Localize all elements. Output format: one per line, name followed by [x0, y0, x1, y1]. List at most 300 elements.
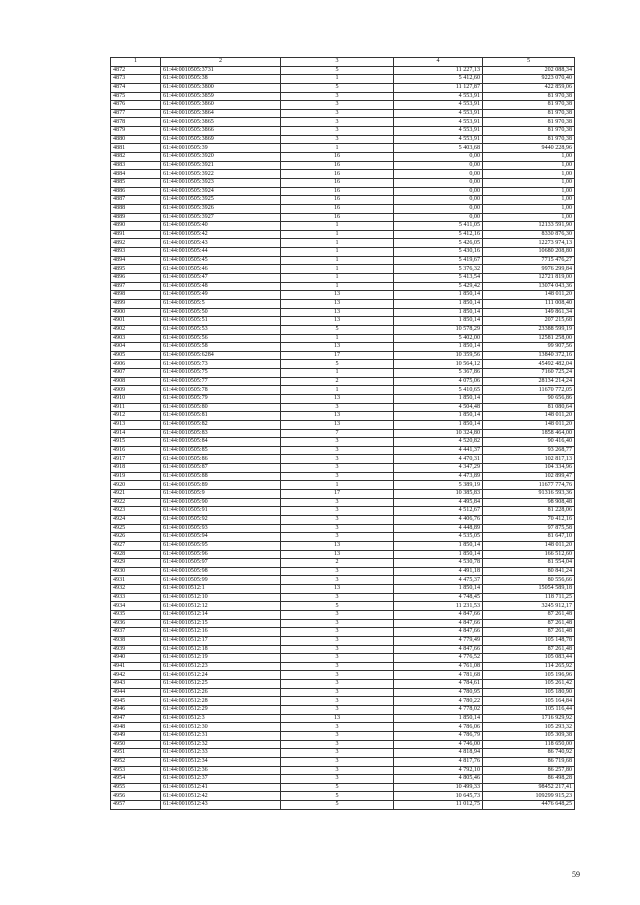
specific-value-cell: 4 491,18: [394, 567, 483, 576]
row-number-cell: 4915: [111, 438, 161, 447]
specific-value-cell: 4 748,45: [394, 593, 483, 602]
table-row: [111, 464, 575, 473]
cadastral-value-cell: 148 011,20: [483, 291, 575, 300]
row-number-cell: 4941: [111, 662, 161, 671]
specific-value-cell: 0,00: [394, 213, 483, 222]
cadastral-number-cell: 61:44:0010505:56: [161, 334, 281, 343]
cadastral-number-cell: 61:44:0010505:93: [161, 524, 281, 533]
group-code-cell: 5: [281, 602, 394, 611]
group-code-cell: 1: [281, 386, 394, 395]
group-code-cell: 3: [281, 775, 394, 784]
cadastral-number-cell: 61:44:0010505:81: [161, 412, 281, 421]
specific-value-cell: 4 781,68: [394, 671, 483, 680]
cadastral-value-cell: 13074 043,36: [483, 282, 575, 291]
table-row: [111, 334, 575, 343]
cadastral-value-cell: 81 970,38: [483, 92, 575, 101]
cadastral-number-cell: 61:44:0010512:16: [161, 628, 281, 637]
table-row: [111, 377, 575, 386]
table-row: [111, 109, 575, 118]
cadastral-value-cell: 81 970,38: [483, 118, 575, 127]
table-row: [111, 299, 575, 308]
table-row: [111, 714, 575, 723]
specific-value-cell: 4 504,48: [394, 403, 483, 412]
cadastral-number-cell: 61:44:0010505:86: [161, 455, 281, 464]
group-code-cell: 3: [281, 654, 394, 663]
row-number-cell: 4890: [111, 222, 161, 231]
specific-value-cell: 0,00: [394, 161, 483, 170]
group-code-cell: 5: [281, 792, 394, 801]
group-code-cell: 13: [281, 299, 394, 308]
cadastral-value-cell: 149 861,34: [483, 308, 575, 317]
group-code-cell: 16: [281, 178, 394, 187]
specific-value-cell: 4 495,84: [394, 498, 483, 507]
cadastral-number-cell: 61:44:0010505:3731: [161, 66, 281, 75]
cadastral-number-cell: 61:44:0010505:89: [161, 481, 281, 490]
row-number-cell: 4900: [111, 308, 161, 317]
specific-value-cell: 4 553,91: [394, 127, 483, 136]
table-row: [111, 593, 575, 602]
cadastral-value-cell: 81 647,10: [483, 533, 575, 542]
cadastral-value-cell: 93 268,77: [483, 446, 575, 455]
cadastral-number-cell: 61:44:0010512:34: [161, 757, 281, 766]
cadastral-value-cell: 87 261,48: [483, 628, 575, 637]
cadastral-number-cell: 61:44:0010505:3869: [161, 135, 281, 144]
cadastral-value-cell: 12273 974,13: [483, 239, 575, 248]
cadastral-value-cell: 9440 228,96: [483, 144, 575, 153]
cadastral-number-cell: 61:44:0010505:40: [161, 222, 281, 231]
column-header-1: 1: [111, 58, 161, 67]
cadastral-number-cell: 61:44:0010505:39: [161, 144, 281, 153]
specific-value-cell: 5 412,60: [394, 75, 483, 84]
specific-value-cell: 5 430,16: [394, 248, 483, 257]
column-header-2: 2: [161, 58, 281, 67]
row-number-cell: 4954: [111, 775, 161, 784]
group-code-cell: 13: [281, 308, 394, 317]
specific-value-cell: 10 645,73: [394, 792, 483, 801]
group-code-cell: 1: [281, 369, 394, 378]
table-row: [111, 611, 575, 620]
cadastral-number-cell: 61:44:0010505:88: [161, 472, 281, 481]
row-number-cell: 4911: [111, 403, 161, 412]
table-row: [111, 446, 575, 455]
cadastral-number-cell: 61:44:0010505:78: [161, 386, 281, 395]
cadastral-value-cell: 1,00: [483, 161, 575, 170]
cadastral-number-cell: 61:44:0010505:44: [161, 248, 281, 257]
group-code-cell: 5: [281, 801, 394, 810]
cadastral-value-cell: 105 116,44: [483, 706, 575, 715]
row-number-cell: 4953: [111, 766, 161, 775]
specific-value-cell: 0,00: [394, 196, 483, 205]
cadastral-value-cell: 1,00: [483, 153, 575, 162]
table-row: [111, 412, 575, 421]
specific-value-cell: 4 784,61: [394, 680, 483, 689]
cadastral-value-cell: 166 512,60: [483, 550, 575, 559]
row-number-cell: 4885: [111, 178, 161, 187]
table-row: [111, 274, 575, 283]
table-row: [111, 256, 575, 265]
row-number-cell: 4952: [111, 757, 161, 766]
group-code-cell: 5: [281, 360, 394, 369]
cadastral-value-cell: 98 908,48: [483, 498, 575, 507]
cadastral-value-cell: 105 164,84: [483, 697, 575, 706]
group-code-cell: 13: [281, 317, 394, 326]
table-row: [111, 636, 575, 645]
cadastral-number-cell: 61:44:0010505:3926: [161, 204, 281, 213]
cadastral-value-cell: 1,00: [483, 213, 575, 222]
cadastral-number-cell: 61:44:0010505:46: [161, 265, 281, 274]
table-row: [111, 101, 575, 110]
row-number-cell: 4919: [111, 472, 161, 481]
group-code-cell: 1: [281, 334, 394, 343]
cadastral-number-cell: 61:44:0010505:99: [161, 576, 281, 585]
specific-value-cell: 5 412,16: [394, 230, 483, 239]
cadastral-number-cell: 61:44:0010512:23: [161, 662, 281, 671]
row-number-cell: 4936: [111, 619, 161, 628]
group-code-cell: 13: [281, 585, 394, 594]
row-number-cell: 4908: [111, 377, 161, 386]
cadastral-number-cell: 61:44:0010512:14: [161, 611, 281, 620]
cadastral-number-cell: 61:44:0010505:77: [161, 377, 281, 386]
cadastral-value-cell: 1,00: [483, 187, 575, 196]
row-number-cell: 4887: [111, 196, 161, 205]
cadastral-value-cell: 118 711,25: [483, 593, 575, 602]
specific-value-cell: 4 473,89: [394, 472, 483, 481]
group-code-cell: 13: [281, 550, 394, 559]
cadastral-value-cell: 81 970,38: [483, 135, 575, 144]
cadastral-number-cell: 61:44:0010505:79: [161, 394, 281, 403]
table-row: [111, 213, 575, 222]
table-row: [111, 204, 575, 213]
specific-value-cell: 0,00: [394, 153, 483, 162]
table-row: [111, 731, 575, 740]
specific-value-cell: 11 231,53: [394, 602, 483, 611]
cadastral-number-cell: 61:44:0010505:3866: [161, 127, 281, 136]
group-code-cell: 5: [281, 325, 394, 334]
group-code-cell: 3: [281, 688, 394, 697]
cadastral-number-cell: 61:44:0010512:18: [161, 645, 281, 654]
specific-value-cell: 4 786,06: [394, 723, 483, 732]
specific-value-cell: 0,00: [394, 187, 483, 196]
cadastral-value-cell: 99 907,56: [483, 343, 575, 352]
cadastral-number-cell: 61:44:0010512:28: [161, 697, 281, 706]
cadastral-number-cell: 61:44:0010512:37: [161, 775, 281, 784]
specific-value-cell: 1 850,14: [394, 299, 483, 308]
row-number-cell: 4916: [111, 446, 161, 455]
row-number-cell: 4877: [111, 109, 161, 118]
specific-value-cell: 5 429,42: [394, 282, 483, 291]
table-row: [111, 723, 575, 732]
row-number-cell: 4939: [111, 645, 161, 654]
row-number-cell: 4912: [111, 412, 161, 421]
cadastral-number-cell: 61:44:0010512:36: [161, 766, 281, 775]
group-code-cell: 16: [281, 170, 394, 179]
group-code-cell: 3: [281, 576, 394, 585]
cadastral-number-cell: 61:44:0010505:3800: [161, 83, 281, 92]
row-number-cell: 4892: [111, 239, 161, 248]
cadastral-value-cell: 105 293,32: [483, 723, 575, 732]
group-code-cell: 3: [281, 611, 394, 620]
cadastral-number-cell: 61:44:0010505:50: [161, 308, 281, 317]
specific-value-cell: 4 818,94: [394, 749, 483, 758]
cadastral-number-cell: 61:44:0010512:10: [161, 593, 281, 602]
row-number-cell: 4905: [111, 351, 161, 360]
table-row: [111, 196, 575, 205]
table-row: [111, 83, 575, 92]
group-code-cell: 16: [281, 187, 394, 196]
cadastral-value-cell: 87 261,48: [483, 611, 575, 620]
cadastral-value-cell: 114 265,92: [483, 662, 575, 671]
row-number-cell: 4932: [111, 585, 161, 594]
cadastral-value-cell: 15054 589,18: [483, 585, 575, 594]
table-row: [111, 265, 575, 274]
page-number: 59: [572, 870, 580, 879]
cadastral-number-cell: 61:44:0010505:3864: [161, 109, 281, 118]
specific-value-cell: 5 389,19: [394, 481, 483, 490]
group-code-cell: 3: [281, 455, 394, 464]
cadastral-number-cell: 61:44:0010512:1: [161, 585, 281, 594]
cadastral-value-cell: 102 899,47: [483, 472, 575, 481]
table-row: [111, 343, 575, 352]
cadastral-value-cell: 105 083,44: [483, 654, 575, 663]
table-row: [111, 567, 575, 576]
table-row: [111, 740, 575, 749]
table-row: [111, 541, 575, 550]
specific-value-cell: 10 564,12: [394, 360, 483, 369]
group-code-cell: 1: [281, 282, 394, 291]
cadastral-number-cell: 61:44:0010505:95: [161, 541, 281, 550]
table-row: [111, 308, 575, 317]
specific-value-cell: 1 850,14: [394, 412, 483, 421]
cadastral-value-cell: 105 309,38: [483, 731, 575, 740]
specific-value-cell: 4 746,00: [394, 740, 483, 749]
table-row: [111, 429, 575, 438]
table-row: [111, 783, 575, 792]
specific-value-cell: 4 817,76: [394, 757, 483, 766]
cadastral-number-cell: 61:44:0010505:38: [161, 75, 281, 84]
table-row: [111, 144, 575, 153]
cadastral-number-cell: 61:44:0010505:3921: [161, 161, 281, 170]
row-number-cell: 4893: [111, 248, 161, 257]
cadastral-number-cell: 61:44:0010505:3925: [161, 196, 281, 205]
specific-value-cell: 5 367,86: [394, 369, 483, 378]
specific-value-cell: 5 410,65: [394, 386, 483, 395]
group-code-cell: 3: [281, 118, 394, 127]
cadastral-number-cell: 61:44:0010505:3865: [161, 118, 281, 127]
group-code-cell: 5: [281, 66, 394, 75]
group-code-cell: 3: [281, 706, 394, 715]
specific-value-cell: 1 850,14: [394, 420, 483, 429]
group-code-cell: 1: [281, 265, 394, 274]
row-number-cell: 4879: [111, 127, 161, 136]
cadastral-value-cell: 86 740,92: [483, 749, 575, 758]
group-code-cell: 3: [281, 723, 394, 732]
row-number-cell: 4906: [111, 360, 161, 369]
group-code-cell: 13: [281, 541, 394, 550]
cadastral-value-cell: 105 196,96: [483, 671, 575, 680]
cadastral-value-cell: 81 970,38: [483, 127, 575, 136]
cadastral-value-cell: 12721 819,00: [483, 274, 575, 283]
cadastral-value-cell: 7160 725,24: [483, 369, 575, 378]
cadastral-number-cell: 61:44:0010505:84: [161, 438, 281, 447]
cadastral-number-cell: 61:44:0010505:87: [161, 464, 281, 473]
row-number-cell: 4949: [111, 731, 161, 740]
row-number-cell: 4901: [111, 317, 161, 326]
cadastral-value-cell: 202 088,34: [483, 66, 575, 75]
cadastral-value-cell: 81 970,38: [483, 109, 575, 118]
row-number-cell: 4924: [111, 515, 161, 524]
group-code-cell: 1: [281, 75, 394, 84]
row-number-cell: 4891: [111, 230, 161, 239]
table-row: [111, 490, 575, 499]
table-row: [111, 230, 575, 239]
cadastral-number-cell: 61:44:0010505:3922: [161, 170, 281, 179]
table-row: [111, 749, 575, 758]
table-row: [111, 282, 575, 291]
group-code-cell: 3: [281, 740, 394, 749]
table-row: [111, 524, 575, 533]
cadastral-value-cell: 81 080,64: [483, 403, 575, 412]
specific-value-cell: 4 779,49: [394, 636, 483, 645]
cadastral-number-cell: 61:44:0010505:97: [161, 559, 281, 568]
table-body: [111, 66, 575, 809]
cadastral-value-cell: 111 008,40: [483, 299, 575, 308]
specific-value-cell: 1 850,14: [394, 308, 483, 317]
table-row: [111, 706, 575, 715]
cadastral-value-cell: 3245 912,17: [483, 602, 575, 611]
cadastral-value-cell: 148 011,20: [483, 541, 575, 550]
row-number-cell: 4945: [111, 697, 161, 706]
table-row: [111, 576, 575, 585]
table-row: [111, 118, 575, 127]
row-number-cell: 4917: [111, 455, 161, 464]
row-number-cell: 4902: [111, 325, 161, 334]
specific-value-cell: 1 850,14: [394, 291, 483, 300]
group-code-cell: 1: [281, 481, 394, 490]
group-code-cell: 3: [281, 135, 394, 144]
cadastral-number-cell: 61:44:0010512:24: [161, 671, 281, 680]
group-code-cell: 16: [281, 161, 394, 170]
specific-value-cell: 4 553,91: [394, 101, 483, 110]
specific-value-cell: 4 776,52: [394, 654, 483, 663]
row-number-cell: 4925: [111, 524, 161, 533]
cadastral-value-cell: 148 011,20: [483, 420, 575, 429]
cadastral-value-cell: 1,00: [483, 170, 575, 179]
group-code-cell: 1: [281, 274, 394, 283]
cadastral-value-cell: 86 498,28: [483, 775, 575, 784]
specific-value-cell: 4 786,79: [394, 731, 483, 740]
specific-value-cell: 5 419,67: [394, 256, 483, 265]
cadastral-value-cell: 1,00: [483, 196, 575, 205]
specific-value-cell: 1 850,14: [394, 343, 483, 352]
row-number-cell: 4957: [111, 801, 161, 810]
cadastral-value-cell: 80 556,66: [483, 576, 575, 585]
table-row: [111, 628, 575, 637]
specific-value-cell: 4 520,82: [394, 438, 483, 447]
specific-value-cell: 4 847,66: [394, 619, 483, 628]
cadastral-number-cell: 61:44:0010512:33: [161, 749, 281, 758]
table-row: [111, 325, 575, 334]
table-row: [111, 438, 575, 447]
cadastral-number-cell: 61:44:0010505:91: [161, 507, 281, 516]
table-row: [111, 481, 575, 490]
group-code-cell: 17: [281, 351, 394, 360]
cadastral-value-cell: 105 180,90: [483, 688, 575, 697]
row-number-cell: 4918: [111, 464, 161, 473]
cadastral-number-cell: 61:44:0010505:82: [161, 420, 281, 429]
row-number-cell: 4920: [111, 481, 161, 490]
row-number-cell: 4878: [111, 118, 161, 127]
cadastral-value-cell: 12133 591,90: [483, 222, 575, 231]
row-number-cell: 4888: [111, 204, 161, 213]
group-code-cell: 13: [281, 420, 394, 429]
row-number-cell: 4910: [111, 394, 161, 403]
cadastral-value-cell: 90 416,40: [483, 438, 575, 447]
specific-value-cell: 11 012,75: [394, 801, 483, 810]
cadastral-value-cell: 90 656,86: [483, 394, 575, 403]
specific-value-cell: 0,00: [394, 170, 483, 179]
table-header: [111, 58, 575, 67]
row-number-cell: 4921: [111, 490, 161, 499]
table-row: [111, 420, 575, 429]
group-code-cell: 16: [281, 196, 394, 205]
specific-value-cell: 1 850,14: [394, 550, 483, 559]
cadastral-value-cell: 87 261,48: [483, 619, 575, 628]
row-number-cell: 4944: [111, 688, 161, 697]
table-row: [111, 75, 575, 84]
row-number-cell: 4909: [111, 386, 161, 395]
table-row: [111, 187, 575, 196]
cadastral-number-cell: 61:44:0010505:85: [161, 446, 281, 455]
group-code-cell: 13: [281, 291, 394, 300]
table-row: [111, 161, 575, 170]
table-row: [111, 498, 575, 507]
cadastral-number-cell: 61:44:0010505:3860: [161, 101, 281, 110]
specific-value-cell: 5 411,05: [394, 222, 483, 231]
row-number-cell: 4923: [111, 507, 161, 516]
table-row: [111, 369, 575, 378]
group-code-cell: 1: [281, 222, 394, 231]
row-number-cell: 4872: [111, 66, 161, 75]
row-number-cell: 4882: [111, 153, 161, 162]
specific-value-cell: 11 227,13: [394, 66, 483, 75]
group-code-cell: 3: [281, 662, 394, 671]
group-code-cell: 13: [281, 394, 394, 403]
row-number-cell: 4934: [111, 602, 161, 611]
cadastral-number-cell: 61:44:0010505:3920: [161, 153, 281, 162]
cadastral-number-cell: 61:44:0010505:75: [161, 369, 281, 378]
group-code-cell: 16: [281, 204, 394, 213]
table-row: [111, 533, 575, 542]
cadastral-value-cell: 23388 599,19: [483, 325, 575, 334]
table-row: [111, 602, 575, 611]
cadastral-value-cell: 10680 208,80: [483, 248, 575, 257]
row-number-cell: 4873: [111, 75, 161, 84]
cadastral-value-cell: 9976 299,84: [483, 265, 575, 274]
cadastral-number-cell: 61:44:0010505:42: [161, 230, 281, 239]
table-row: [111, 507, 575, 516]
cadastral-value-cell: 86 257,80: [483, 766, 575, 775]
table-row: [111, 135, 575, 144]
specific-value-cell: 5 376,32: [394, 265, 483, 274]
specific-value-cell: 1 850,14: [394, 541, 483, 550]
table-row: [111, 239, 575, 248]
table-row: [111, 792, 575, 801]
group-code-cell: 3: [281, 680, 394, 689]
table-row: [111, 550, 575, 559]
cadastral-number-cell: 61:44:0010512:17: [161, 636, 281, 645]
cadastral-value-cell: 81 970,38: [483, 101, 575, 110]
cadastral-value-cell: 9223 070,40: [483, 75, 575, 84]
